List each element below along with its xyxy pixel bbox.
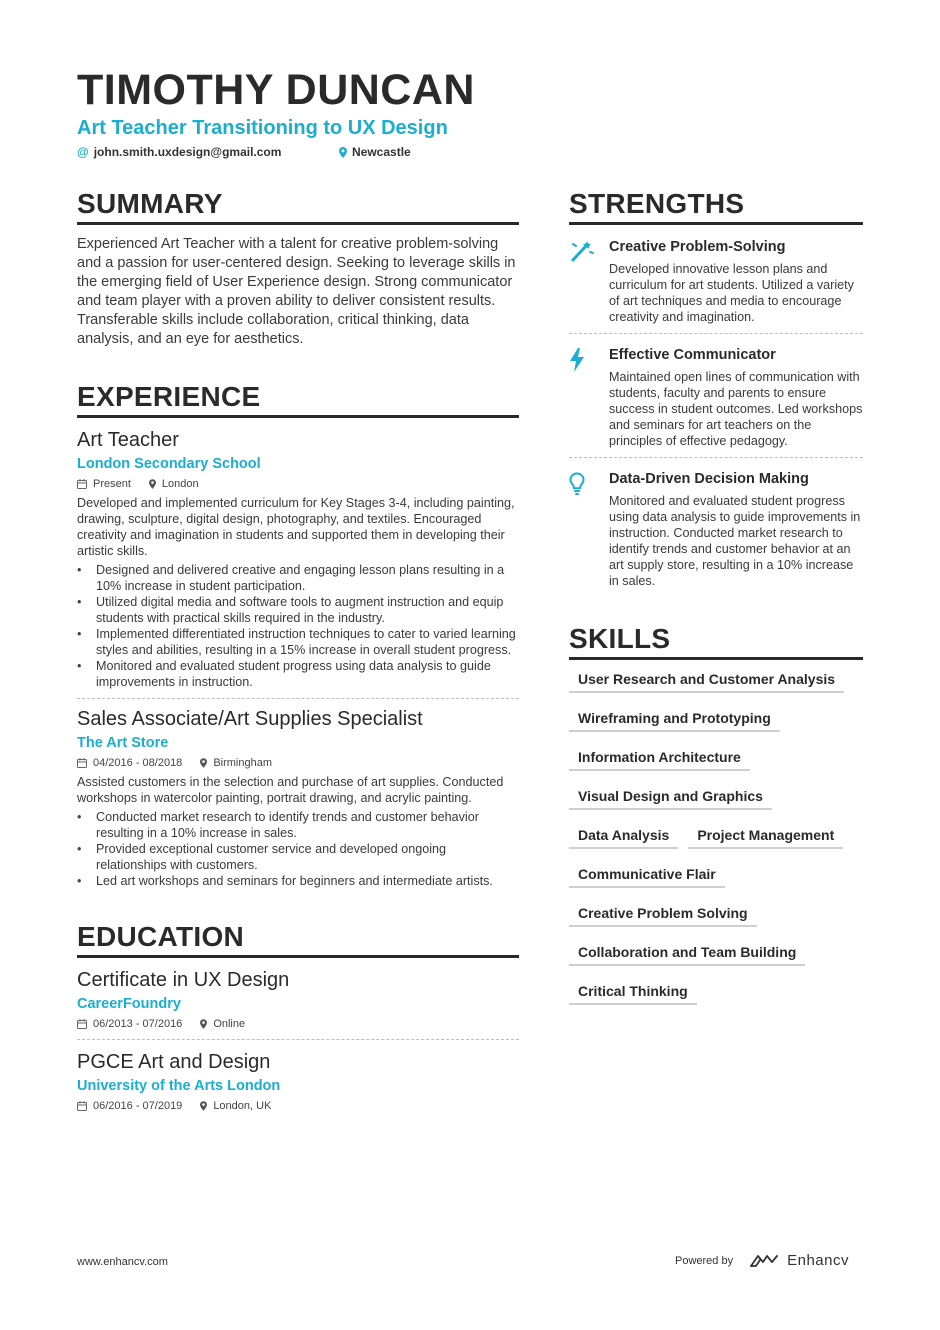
footer-website[interactable]: www.enhancv.com: [77, 1256, 168, 1268]
strength-title: Effective Communicator: [609, 347, 776, 363]
list-item: • Monitored and evaluated student progress using data analysis to guide improvements in instruction.: [77, 658, 519, 690]
education-location: Online: [200, 1017, 245, 1031]
skills-list: [569, 664, 863, 1015]
email-text: john.smith.uxdesign@gmail.com: [93, 145, 282, 159]
lightning-icon: [569, 346, 609, 449]
education-dates: 06/2016 - 07/2019: [77, 1099, 182, 1113]
right-column: [569, 186, 863, 1015]
divider: [569, 333, 863, 334]
job-bullets: [77, 809, 519, 889]
job-bullets: [77, 562, 519, 690]
job-description: Developed and implemented curriculum for Key Stages 3-4, including painting, drawing, sculpture, digital design, photography, and textiles. Encouraged creativity and imagination in students and supported them in developing their artistic skills.: [77, 496, 515, 558]
skill-tag: Critical Thinking: [569, 976, 697, 1005]
magic-wand-icon: [569, 238, 609, 325]
candidate-title: Art Teacher Transitioning to UX Design: [77, 117, 448, 139]
brand-name: Enhancv: [787, 1252, 849, 1269]
lightbulb-icon: [569, 470, 609, 589]
skill-tag: Communicative Flair: [569, 859, 725, 888]
divider: [77, 1039, 519, 1040]
degree-title: PGCE Art and Design: [77, 1051, 271, 1073]
location-pin-icon: [200, 1101, 207, 1111]
skill-tag: Wireframing and Prototyping: [569, 703, 780, 732]
left-column: [77, 186, 519, 1113]
strength-item: [569, 346, 863, 457]
education-meta: [77, 1017, 519, 1031]
divider: [77, 698, 519, 699]
calendar-icon: [77, 1019, 87, 1029]
strength-description: Maintained open lines of communication with students, faculty and parents to ensure success in student outcomes. Led workshops and seminars for art teachers on the principles of effective pedagogy.: [609, 370, 863, 448]
skill-tag: User Research and Customer Analysis: [569, 664, 844, 693]
skill-tag: Collaboration and Team Building: [569, 937, 805, 966]
experience-heading: EXPERIENCE: [77, 379, 519, 418]
job-title: Art Teacher: [77, 429, 179, 451]
company-name: London Secondary School: [77, 456, 261, 472]
education-location: London, UK: [200, 1099, 271, 1113]
strengths-heading: STRENGTHS: [569, 186, 863, 225]
skill-tag: Creative Problem Solving: [569, 898, 757, 927]
contact-email[interactable]: [77, 144, 281, 160]
school-name: CareerFoundry: [77, 996, 181, 1012]
company-name: The Art Store: [77, 735, 169, 751]
calendar-icon: [77, 479, 87, 489]
location-text: Newcastle: [352, 145, 411, 159]
degree-title: Certificate in UX Design: [77, 969, 290, 991]
calendar-icon: [77, 1101, 87, 1111]
education-heading: EDUCATION: [77, 919, 519, 958]
list-item: • Conducted market research to identify trends and customer behavior resulting in a 10% increase in sales.: [77, 809, 519, 841]
strength-item: [569, 470, 863, 589]
strength-description: Developed innovative lesson plans and curriculum for art students. Utilized a variety of art techniques and media to encourage creativity and imagination.: [609, 262, 854, 324]
experience-item: [77, 707, 519, 889]
skill-tag: Information Architecture: [569, 742, 750, 771]
strength-description: Monitored and evaluated student progress using data analysis to guide improvements in instruction. Conducted market research to identify trends and customer behavior at an art supply store, resulting in a 10% increase in sales.: [609, 494, 861, 588]
education-meta: [77, 1099, 519, 1113]
job-location: London: [149, 477, 199, 491]
list-item: • Led art workshops and seminars for beginners and intermediate artists.: [77, 873, 519, 889]
strength-title: Creative Problem-Solving: [609, 239, 786, 255]
strength-item: [569, 238, 863, 333]
experience-item: [77, 428, 519, 698]
job-description: Assisted customers in the selection and purchase of art supplies. Conducted workshops in watercolor painting, portrait drawing, and acrylic painting.: [77, 775, 504, 805]
education-item: [77, 1050, 519, 1113]
job-location: Birmingham: [200, 756, 272, 770]
list-item: • Implemented differentiated instruction techniques to cater to varied learning styles and abilities, resulting in a 15% increase in overall student progress.: [77, 626, 519, 658]
summary-heading: SUMMARY: [77, 186, 519, 225]
job-title: Sales Associate/Art Supplies Specialist: [77, 708, 423, 730]
divider: [569, 457, 863, 458]
enhancv-logo-icon: [749, 1253, 781, 1269]
list-item: • Provided exceptional customer service and developed ongoing relationships with customers.: [77, 841, 519, 873]
footer-branding: [675, 1252, 849, 1269]
education-dates: 06/2013 - 07/2016: [77, 1017, 182, 1031]
skill-tag: Data Analysis: [569, 820, 678, 849]
location-pin-icon: [200, 758, 207, 768]
location-pin-icon: [149, 479, 156, 489]
location-pin-icon: [339, 147, 347, 158]
list-item: • Utilized digital media and software tools to augment instruction and equip students with practical skills required in the industry.: [77, 594, 519, 626]
at-icon: @: [77, 145, 89, 159]
education-item: [77, 968, 519, 1039]
location-pin-icon: [200, 1019, 207, 1029]
candidate-name: TIMOTHY DUNCAN: [77, 66, 475, 114]
job-meta: [77, 477, 519, 491]
powered-by-text: Powered by: [675, 1254, 734, 1267]
summary-text: Experienced Art Teacher with a talent for creative problem-solving and a passion for user-centered design. Seeking to leverage skills in the emerging field of User Experience design. Strong communicator and team player with a proven ability to deliver consistent results. Transferable skills include collaboration, critical thinking, data analysis, and an eye for aesthetics.: [77, 236, 516, 347]
brand-logo[interactable]: [749, 1252, 849, 1269]
job-dates: 04/2016 - 08/2018: [77, 756, 182, 770]
job-dates: Present: [77, 477, 131, 491]
job-meta: [77, 756, 519, 770]
calendar-icon: [77, 758, 87, 768]
strength-title: Data-Driven Decision Making: [609, 471, 809, 487]
list-item: • Designed and delivered creative and engaging lesson plans resulting in a 10% increase in student participation.: [77, 562, 519, 594]
school-name: University of the Arts London: [77, 1078, 281, 1094]
skill-tag: Project Management: [688, 820, 843, 849]
skills-heading: SKILLS: [569, 621, 863, 660]
contact-location: [339, 144, 411, 160]
skill-tag: Visual Design and Graphics: [569, 781, 772, 810]
